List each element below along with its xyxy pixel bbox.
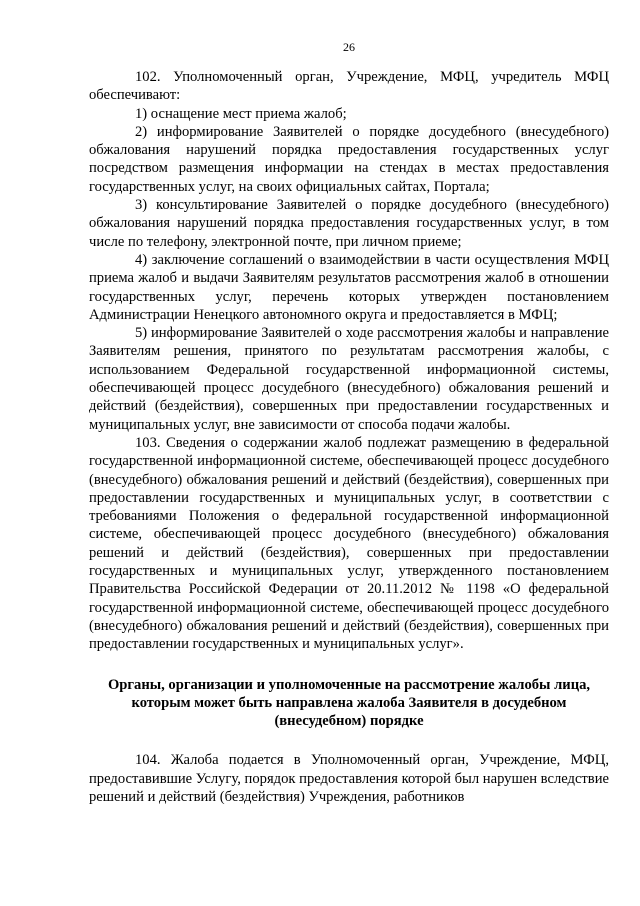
paragraph-103: 103. Сведения о содержании жалоб подлежат размещению в федеральной государственной информационной системе, обеспечивающей процесс досудебного (внесудебного) обжалования решений и действий (бездействия), совершенных при предоставлении государственных и муниципальных услуг, в соответствии с требованиями Положения о федеральной государственной информационной системе, обеспечивающей процесс досудебного (внесудебного) обжалования решений и действий (бездействия), совершенных при предоставлении государственных и муниципальных услуг, утвержденного постановлением Правительства Российской Федерации от 20.11.2012 № 1198 «О федеральной государственной информационной системе, обеспечивающей процесс досудебного (внесудебного) обжалования решений и действий (бездействия), совершенных при предоставлении государственных и муниципальных услуг». [89,434,609,653]
document-body [89,68,609,806]
list-item-3: 3) консультирование Заявителей о порядке досудебного (внесудебного) обжалования нарушений порядка предоставления государственных услуг, в том числе по телефону, электронной почте, при личном приеме; [89,197,609,250]
paragraph-102: 102. Уполномоченный орган, Учреждение, МФЦ, учредитель МФЦ обеспечивают: [89,69,609,104]
page-number: 26 [343,40,355,54]
section-heading-line-2: которым может быть направлена жалоба Заявителя в досудебном [131,694,567,711]
list-item-5: 5) информирование Заявителей о ходе рассмотрения жалобы и направление Заявителям решения, принятого по результатам рассмотрения жалобы, с использованием Федеральной государственной информационной системы, обеспечивающей процесс досудебного (внесудебного) обжалования решений и действий (бездействия), совершенных при предоставлении государственных и муниципальных услуг, вне зависимости от способа подачи жалобы. [89,325,609,433]
list-item-4: 4) заключение соглашений о взаимодействии в части осуществления МФЦ приема жалоб и выдачи Заявителям результатов рассмотрения жалоб в отношении государственных услуг, перечень которых утвержден постановлением Администрации Ненецкого автономного округа и предоставляется в МФЦ; [89,251,609,323]
list-item-1: 1) оснащение мест приема жалоб; [135,105,347,122]
section-heading-line-3: (внесудебном) порядке [274,713,424,730]
section-heading-line-1: Органы, организации и уполномоченные на рассмотрение жалобы лица, [107,676,591,693]
section-heading [89,676,609,731]
paragraph-104: 104. Жалоба подается в Уполномоченный орган, Учреждение, МФЦ, предоставившие Услугу, порядок предоставления которой был нарушен вследствие решений и действий (бездействия) Учреждения, работников [89,752,609,805]
list-item-2: 2) информирование Заявителей о порядке досудебного (внесудебного) обжалования нарушений порядка предоставления государственных услуг посредством размещения информации на стендах в местах предоставления государственных услуг, на своих официальных сайтах, Портала; [89,123,609,195]
